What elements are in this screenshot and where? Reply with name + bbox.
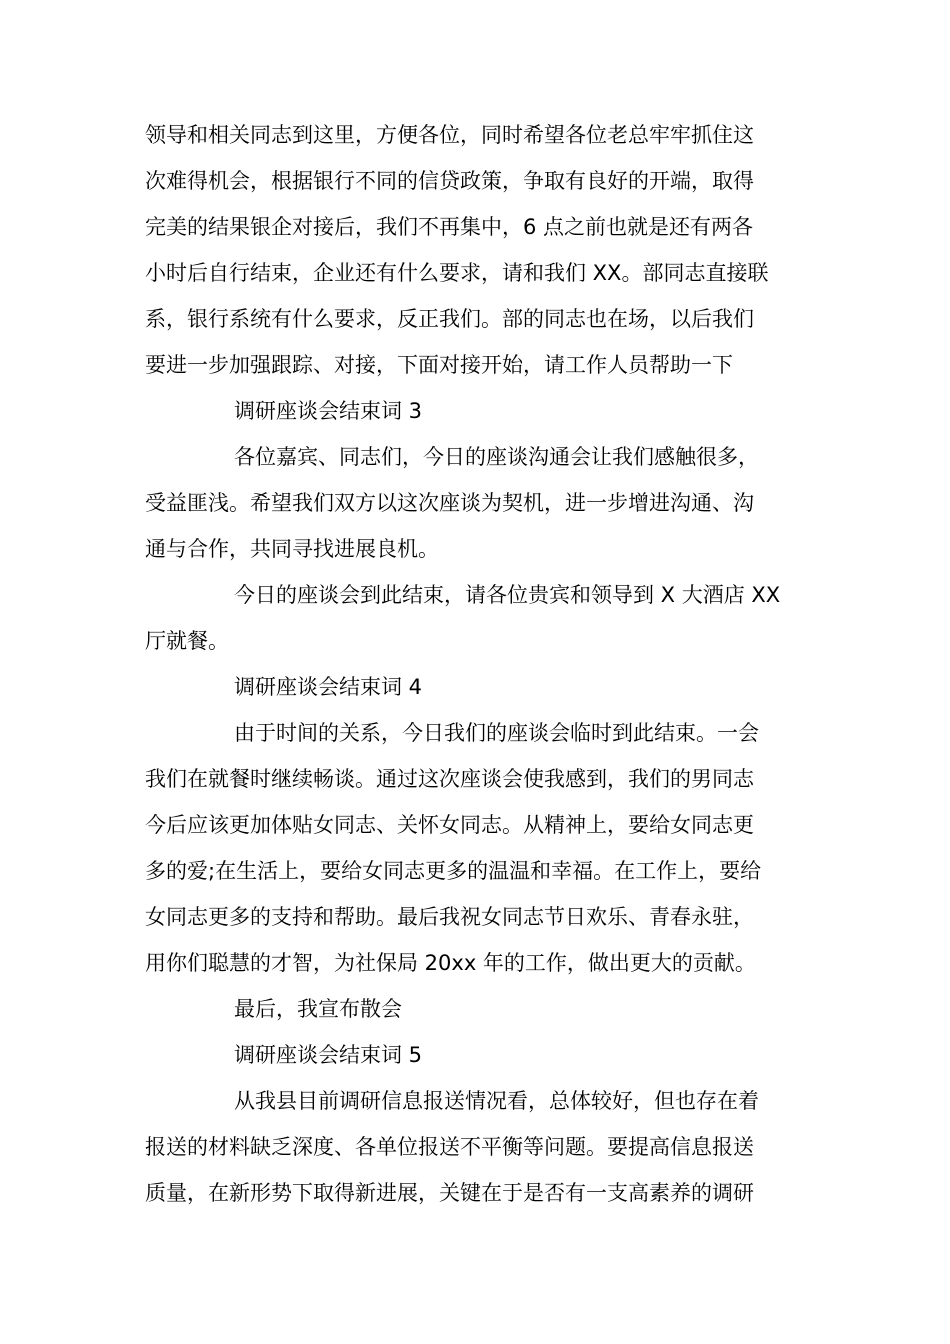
body-line: 用你们聪慧的才智，为社保局 20xx 年的工作，做出更大的贡献。 — [145, 951, 756, 975]
body-line: 通与合作，共同寻找进展良机。 — [145, 537, 439, 561]
body-line: 最后，我宣布散会 — [234, 997, 402, 1021]
section-heading: 调研座谈会结束词 4 — [234, 675, 423, 699]
body-line: 我们在就餐时继续畅谈。通过这次座谈会使我感到，我们的男同志 — [145, 767, 754, 791]
body-line: 领导和相关同志到这里，方便各位，同时希望各位老总牢牢抓住这 — [145, 123, 754, 147]
body-line: 今后应该更加体贴女同志、关怀女同志。从精神上，要给女同志更 — [145, 813, 754, 837]
body-line: 从我县目前调研信息报送情况看，总体较好，但也存在着 — [234, 1089, 759, 1113]
body-line: 厅就餐。 — [145, 629, 229, 653]
body-line: 报送的材料缺乏深度、各单位报送不平衡等问题。要提高信息报送 — [145, 1135, 754, 1159]
body-line: 由于时间的关系，今日我们的座谈会临时到此结束。一会 — [234, 721, 759, 745]
body-line: 要进一步加强跟踪、对接，下面对接开始，请工作人员帮助一下 — [145, 353, 733, 377]
body-line: 今日的座谈会到此结束，请各位贵宾和领导到 X 大酒店 XX — [234, 583, 781, 607]
body-line: 完美的结果银企对接后，我们不再集中，6 点之前也就是还有两各 — [145, 215, 754, 239]
body-line: 受益匪浅。希望我们双方以这次座谈为契机，进一步增进沟通、沟 — [145, 491, 754, 515]
section-heading: 调研座谈会结束词 3 — [234, 399, 423, 423]
body-line: 质量，在新形势下取得新进展，关键在于是否有一支高素养的调研 — [145, 1181, 754, 1205]
section-heading: 调研座谈会结束词 5 — [234, 1043, 423, 1067]
body-line: 各位嘉宾、同志们，今日的座谈沟通会让我们感触很多， — [234, 445, 759, 469]
body-line: 女同志更多的支持和帮助。最后我祝女同志节日欢乐、青春永驻， — [145, 905, 754, 929]
body-line: 小时后自行结束，企业还有什么要求，请和我们 XX。部同志直接联 — [145, 261, 769, 285]
body-line: 次难得机会，根据银行不同的信贷政策，争取有良好的开端，取得 — [145, 169, 754, 193]
body-line: 多的爱;在生活上，要给女同志更多的温温和幸福。在工作上，要给 — [145, 859, 762, 883]
body-line: 系，银行系统有什么要求，反正我们。部的同志也在场，以后我们 — [145, 307, 754, 331]
document-body — [145, 112, 810, 1216]
